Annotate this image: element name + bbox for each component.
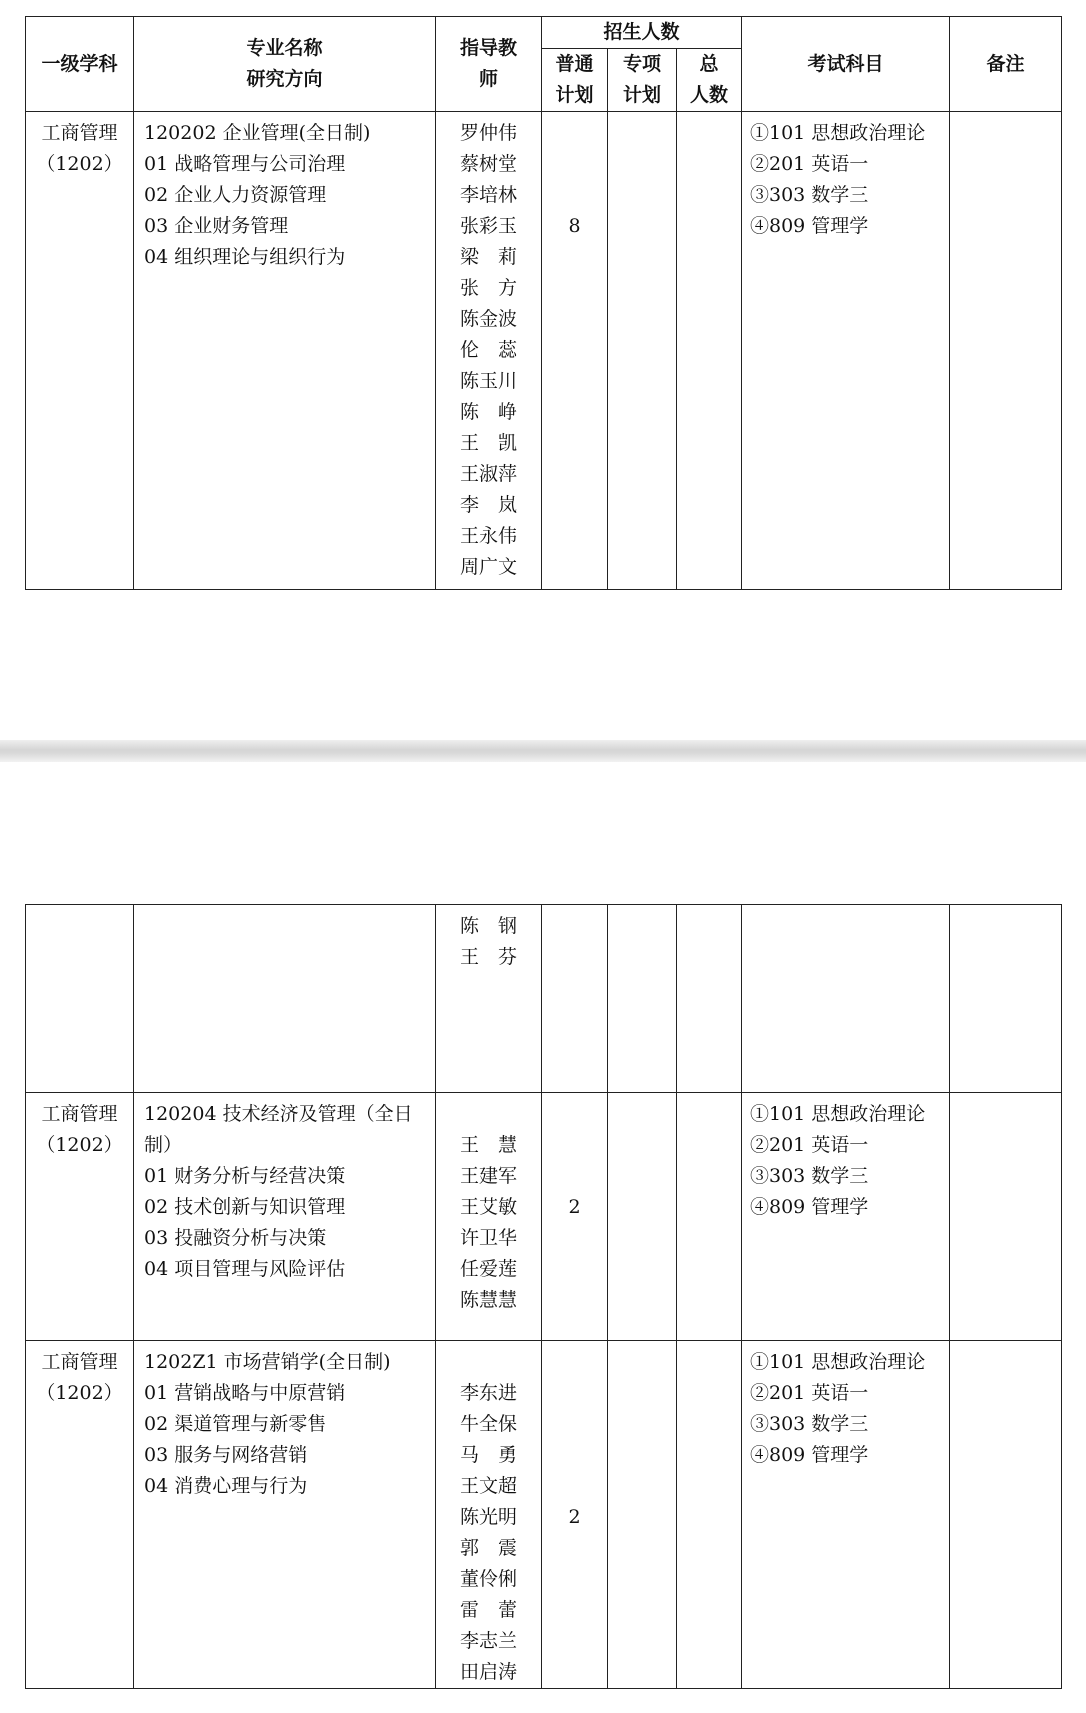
tutor-name: 陈光明 — [459, 1506, 517, 1528]
regular-plan-cell — [542, 1341, 608, 1689]
header-regular — [542, 49, 608, 112]
tutor-cell — [436, 1341, 542, 1689]
exam-subject: ③303 数学三 — [750, 1413, 869, 1435]
header-total-line1: 总 — [699, 53, 719, 75]
regular-plan-value: 2 — [568, 1506, 581, 1528]
tutor-name: 张 方 — [459, 277, 517, 299]
tutor-name: 陈 钢 — [459, 915, 517, 937]
header-tutor-line1: 指导教 — [459, 37, 517, 59]
tutor-cell — [436, 905, 542, 1093]
major-title: 120204 技术经济及管理（全日 — [144, 1103, 413, 1125]
discipline-cell — [26, 112, 134, 590]
remark-cell — [950, 112, 1062, 590]
regular-plan-cell — [542, 1093, 608, 1341]
exam-subject: ③303 数学三 — [750, 1165, 869, 1187]
header-tutor — [436, 17, 542, 112]
research-direction: 02 渠道管理与新零售 — [144, 1413, 327, 1435]
discipline-name: 工商管理 — [41, 1351, 118, 1373]
tutor-name: 周广文 — [459, 556, 517, 578]
discipline-code: （1202） — [36, 1134, 123, 1156]
research-direction: 04 项目管理与风险评估 — [144, 1258, 346, 1280]
tutor-name: 张彩玉 — [459, 215, 517, 237]
table-row — [26, 1341, 1062, 1689]
tutor-name: 陈 峥 — [459, 401, 517, 423]
major-cell — [134, 1341, 436, 1689]
regular-plan-cell — [542, 112, 608, 590]
special-plan-cell — [608, 1341, 677, 1689]
exam-subject: ①101 思想政治理论 — [750, 122, 926, 144]
total-cell — [677, 1093, 742, 1341]
special-plan-cell — [608, 112, 677, 590]
discipline-cell — [26, 905, 134, 1093]
remark-cell — [950, 1093, 1062, 1341]
remark-cell — [950, 1341, 1062, 1689]
discipline-code: （1202） — [36, 153, 123, 175]
header-regular-line1: 普通 — [555, 53, 594, 75]
enrollment-table-page2 — [25, 904, 1062, 1689]
exam-subject: ②201 英语一 — [750, 153, 869, 175]
research-direction: 03 企业财务管理 — [144, 215, 289, 237]
header-total-line2: 人数 — [689, 84, 728, 106]
tutor-name: 郭 震 — [459, 1537, 517, 1559]
tutor-cell — [436, 112, 542, 590]
tutor-name: 牛全保 — [459, 1413, 517, 1435]
header-discipline: 一级学科 — [26, 17, 134, 112]
regular-plan-cell — [542, 905, 608, 1093]
header-special — [608, 49, 677, 112]
tutor-name: 董伶俐 — [459, 1568, 517, 1590]
exam-subject: ①101 思想政治理论 — [750, 1103, 926, 1125]
header-tutor-line2: 师 — [478, 68, 498, 90]
tutor-name: 李东进 — [459, 1382, 517, 1404]
tutor-name: 罗仲伟 — [459, 122, 517, 144]
discipline-cell — [26, 1341, 134, 1689]
regular-plan-value: 2 — [568, 1196, 581, 1218]
header-total — [677, 49, 742, 112]
exam-subject: ①101 思想政治理论 — [750, 1351, 926, 1373]
exam-subject: ②201 英语一 — [750, 1134, 869, 1156]
discipline-name: 工商管理 — [41, 1103, 118, 1125]
major-title: 120202 企业管理(全日制) — [144, 122, 371, 144]
exam-subject: ③303 数学三 — [750, 184, 869, 206]
tutor-name: 蔡树堂 — [459, 153, 517, 175]
tutor-name: 陈慧慧 — [459, 1289, 517, 1311]
major-title: 1202Z1 市场营销学(全日制) — [144, 1351, 391, 1373]
tutor-name: 李培林 — [459, 184, 517, 206]
major-title-cont: 制） — [144, 1134, 183, 1156]
header-special-line2: 计划 — [622, 84, 661, 106]
header-exam: 考试科目 — [742, 17, 950, 112]
tutor-name: 许卫华 — [459, 1227, 517, 1249]
header-major-line1: 专业名称 — [246, 37, 323, 59]
research-direction: 03 服务与网络营销 — [144, 1444, 308, 1466]
tutor-name: 伦 蕊 — [459, 339, 517, 361]
special-plan-cell — [608, 1093, 677, 1341]
enrollment-table-page1 — [25, 16, 1062, 590]
total-cell — [677, 905, 742, 1093]
header-regular-line2: 计划 — [555, 84, 594, 106]
table-row — [26, 1093, 1062, 1341]
tutor-name: 李志兰 — [459, 1630, 517, 1652]
exam-subject: ②201 英语一 — [750, 1382, 869, 1404]
exam-subject: ④809 管理学 — [750, 215, 869, 237]
total-cell — [677, 1341, 742, 1689]
tutor-name: 王淑萍 — [459, 463, 517, 485]
exam-cell — [742, 112, 950, 590]
exam-subject: ④809 管理学 — [750, 1444, 869, 1466]
tutor-cell — [436, 1093, 542, 1341]
exam-cell — [742, 1341, 950, 1689]
tutor-name: 任爱莲 — [459, 1258, 517, 1280]
tutor-name: 陈金波 — [459, 308, 517, 330]
total-cell — [677, 112, 742, 590]
research-direction: 02 企业人力资源管理 — [144, 184, 327, 206]
research-direction: 03 投融资分析与决策 — [144, 1227, 327, 1249]
tutor-name: 王 慧 — [459, 1134, 517, 1156]
research-direction: 02 技术创新与知识管理 — [144, 1196, 346, 1218]
special-plan-cell — [608, 905, 677, 1093]
header-major-line2: 研究方向 — [246, 68, 323, 90]
tutor-name: 陈玉川 — [459, 370, 517, 392]
major-cell — [134, 112, 436, 590]
regular-plan-value: 8 — [568, 215, 581, 237]
page-separator — [0, 740, 1086, 762]
tutor-name: 王永伟 — [459, 525, 517, 547]
tutor-name: 田启涛 — [459, 1661, 517, 1683]
header-enroll: 招生人数 — [542, 17, 742, 49]
tutor-name: 梁 莉 — [459, 246, 517, 268]
major-cell — [134, 905, 436, 1093]
exam-subject: ④809 管理学 — [750, 1196, 869, 1218]
exam-cell — [742, 905, 950, 1093]
tutor-name: 马 勇 — [459, 1444, 517, 1466]
header-remark: 备注 — [950, 17, 1062, 112]
tutor-name: 王艾敏 — [459, 1196, 517, 1218]
tutor-name: 王 凯 — [459, 432, 517, 454]
research-direction: 01 战略管理与公司治理 — [144, 153, 346, 175]
research-direction: 01 营销战略与中原营销 — [144, 1382, 346, 1404]
table-row — [26, 112, 1062, 590]
discipline-name: 工商管理 — [41, 122, 118, 144]
discipline-code: （1202） — [36, 1382, 123, 1404]
tutor-name: 雷 蕾 — [459, 1599, 517, 1621]
table-row — [26, 905, 1062, 1093]
tutor-name: 王 芬 — [459, 946, 517, 968]
tutor-name: 王建军 — [459, 1165, 517, 1187]
research-direction: 01 财务分析与经营决策 — [144, 1165, 346, 1187]
tutor-name: 王文超 — [459, 1475, 517, 1497]
remark-cell — [950, 905, 1062, 1093]
tutor-name: 李 岚 — [459, 494, 517, 516]
research-direction: 04 组织理论与组织行为 — [144, 246, 346, 268]
major-cell — [134, 1093, 436, 1341]
research-direction: 04 消费心理与行为 — [144, 1475, 308, 1497]
discipline-cell — [26, 1093, 134, 1341]
header-major — [134, 17, 436, 112]
header-special-line1: 专项 — [622, 53, 661, 75]
exam-cell — [742, 1093, 950, 1341]
